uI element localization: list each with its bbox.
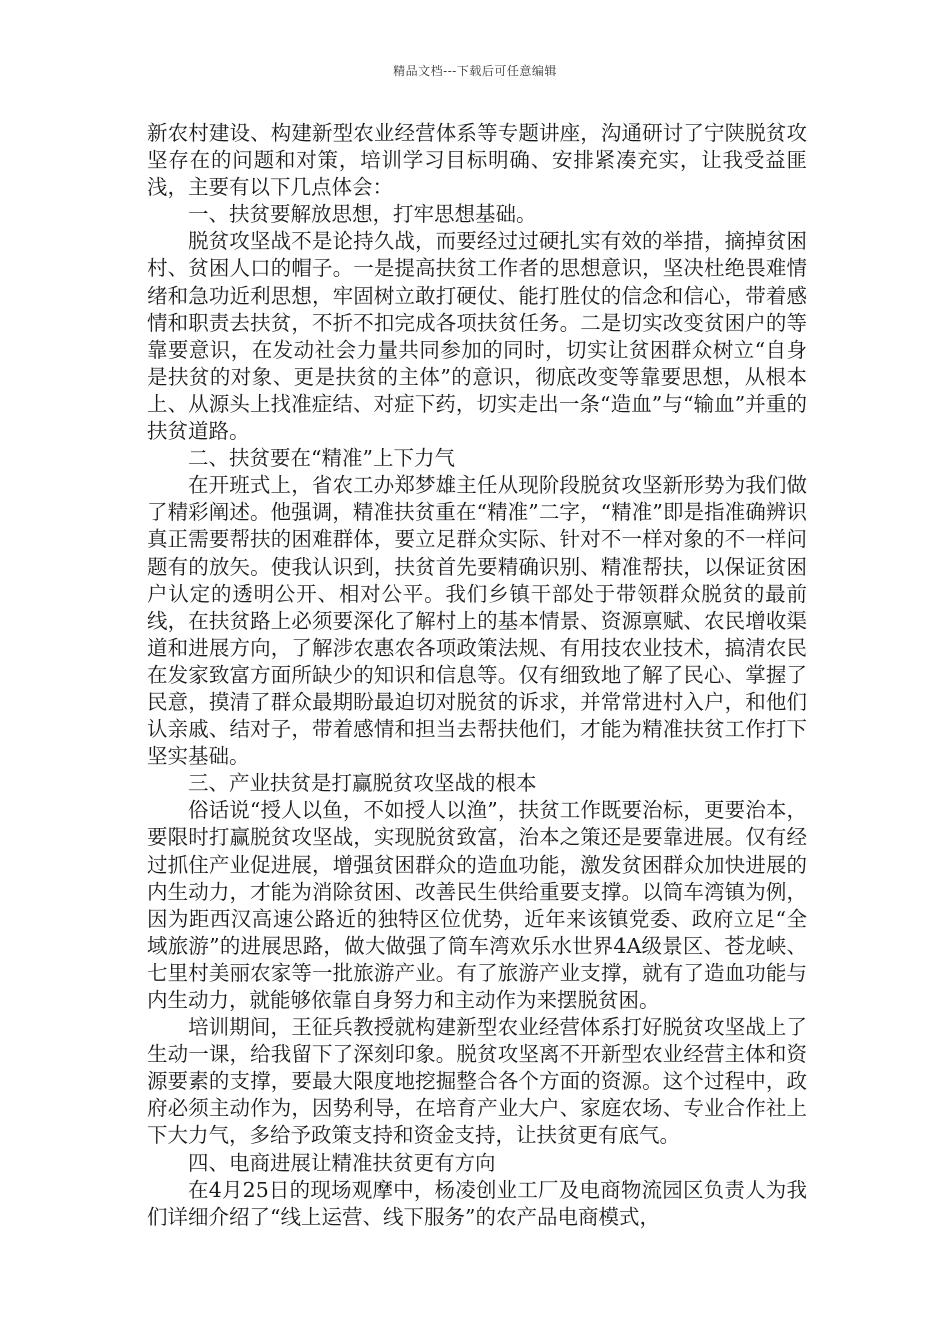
paragraph-section-3a: 俗话说“授人以鱼，不如授人以渔”，扶贫工作既要治标，更要治本，要限时打赢脱贫攻坚战，实现脱贫致富，治本之策还是要靠进展。仅有经过抓住产业促进展，增强贫困群众的造血功能，激发贫困群众加快进展的内生动力，才能为消除贫困、改善民生供给重要支撑。以筒车湾镇为例，因为距西汉高速公路近的独特区位优势，近年来该镇党委、政府立足“全域旅游”的进展思路，做大做强了筒车湾欢乐水世界4A级景区、苍龙峡、七里村美丽农家等一批旅游产业。有了旅游产业支撑，就有了造血功能与内生动力，就能够依靠自身努力和主动作为来摆脱贫困。 xyxy=(147,798,807,1012)
page-header: 精品文档---下载后可任意编辑 xyxy=(393,64,557,78)
section-heading-3: 三、产业扶贫是打赢脱贫攻坚战的根本 xyxy=(188,771,537,796)
document-body xyxy=(147,120,807,1231)
paragraph-section-4: 在4月25日的现场观摩中，杨凌创业工厂及电商物流园区负责人为我们详细介绍了“线上运营、线下服务”的农产品电商模式， xyxy=(147,1177,807,1229)
section-heading-1: 一、扶贫要解放思想，打牢思想基础。 xyxy=(188,202,537,227)
paragraph-section-3b: 培训期间，王征兵教授就构建新型农业经营体系打好脱贫攻坚战上了生动一课，给我留下了深刻印象。脱贫攻坚离不开新型农业经营主体和资源要素的支撑，要最大限度地挖掘整合各个方面的资源。这个过程中，政府必须主动作为，因势利导，在培育产业大户、家庭农场、专业合作社上下大力气，多给予政策支持和资金支持，让扶贫更有底气。 xyxy=(147,1015,807,1148)
paragraph-section-2: 在开班式上，省农工办郑梦雄主任从现阶段脱贫攻坚新形势为我们做了精彩阐述。他强调，精准扶贫重在“精准”二字，“精准”即是指准确辨识真正需要帮扶的困难群体，要立足群众实际、针对不一样对象的不一样问题有的放矢。使我认识到，扶贫首先要精确识别、精准帮扶，以保证贫困户认定的透明公开、相对公平。我们乡镇干部处于带领群众脱贫的最前线，在扶贫路上必须要深化了解村上的基本情景、资源禀赋、农民增收渠道和进展方向，了解涉农惠农各项政策法规、有用技农业技术，搞清农民在发家致富方面所缺少的知识和信息等。仅有细致地了解了民心、掌握了民意，摸清了群众最期盼最迫切对脱贫的诉求，并常常进村入户，和他们认亲戚、结对子，带着感情和担当去帮扶他们，才能为精准扶贫工作打下坚实基础。 xyxy=(147,473,807,769)
section-heading-2: 二、扶贫要在“精准”上下力气 xyxy=(188,446,455,471)
section-heading-4: 四、电商进展让精准扶贫更有方向 xyxy=(188,1150,496,1175)
paragraph-intro: 新农村建设、构建新型农业经营体系等专题讲座，沟通研讨了宁陕脱贫攻坚存在的问题和对策，培训学习目标明确、安排紧凑充实，让我受益匪浅，主要有以下几点体会： xyxy=(147,121,807,200)
paragraph-section-1: 脱贫攻坚战不是论持久战，而要经过过硬扎实有效的举措，摘掉贫困村、贫困人口的帽子。一是提高扶贫工作者的思想意识，坚决杜绝畏难情绪和急功近利思想，牢固树立敢打硬仗、能打胜仗的信念和信心，带着感情和职责去扶贫，不折不扣完成各项扶贫任务。二是切实改变贫困户的等靠要意识，在发动社会力量共同参加的同时，切实让贫困群众树立“自身是扶贫的对象、更是扶贫的主体”的意识，彻底改变等靠要思想，从根本上、从源头上找准症结、对症下药，切实走出一条“造血”与“输血”并重的扶贫道路。 xyxy=(147,229,807,444)
